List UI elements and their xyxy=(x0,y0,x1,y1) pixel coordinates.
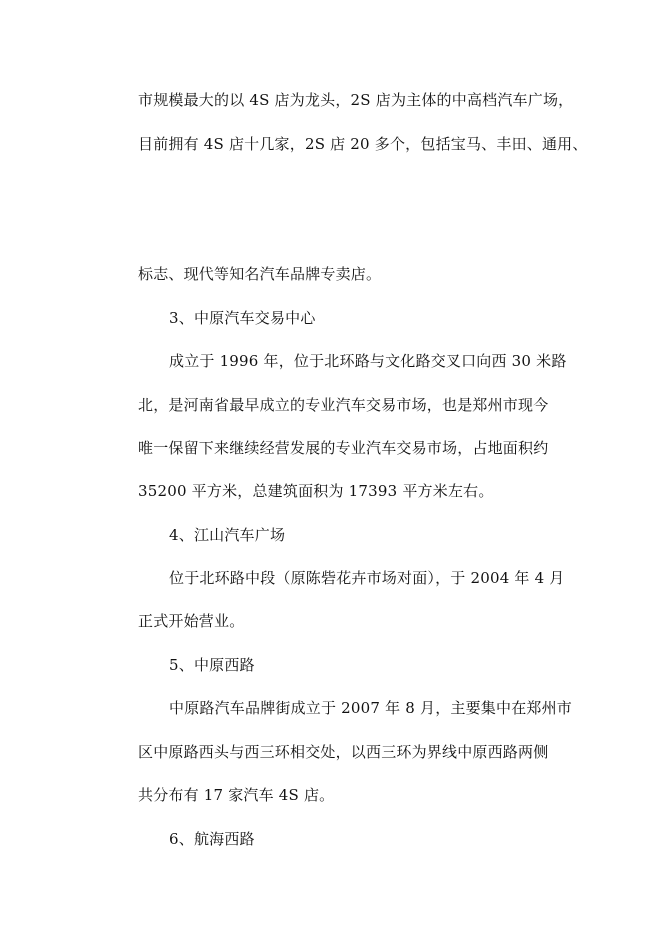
paragraph-line: 北，是河南省最早成立的专业汽车交易市场，也是郑州市现今 xyxy=(138,396,549,414)
section-heading: 6、航海西路 xyxy=(169,830,255,848)
paragraph-line: 成立于 1996 年，位于北环路与文化路交叉口向西 30 米路 xyxy=(169,352,567,370)
paragraph-line: 中原路汽车品牌街成立于 2007 年 8 月，主要集中在郑州市 xyxy=(169,699,572,717)
paragraph-line: 唯一保留下来继续经营发展的专业汽车交易市场，占地面积约 xyxy=(138,439,549,457)
paragraph-line: 35200 平方米，总建筑面积为 17393 平方米左右。 xyxy=(138,482,494,500)
paragraph-line: 目前拥有 4S 店十几家，2S 店 20 多个，包括宝马、丰田、通用、 xyxy=(138,135,588,153)
paragraph-line: 区中原路西头与西三环相交处，以西三环为界线中原西路两侧 xyxy=(138,743,549,761)
section-heading: 3、中原汽车交易中心 xyxy=(169,309,316,327)
paragraph-line: 共分布有 17 家汽车 4S 店。 xyxy=(138,786,335,804)
paragraph-line: 标志、现代等知名汽车品牌专卖店。 xyxy=(138,265,382,283)
paragraph-line: 市规模最大的以 4S 店为龙头，2S 店为主体的中高档汽车广场， xyxy=(138,91,574,109)
paragraph-line: 正式开始营业。 xyxy=(138,612,245,630)
section-heading: 5、中原西路 xyxy=(169,656,255,674)
paragraph-line: 位于北环路中段（原陈砦花卉市场对面），于 2004 年 4 月 xyxy=(169,569,565,587)
section-heading: 4、江山汽车广场 xyxy=(169,526,286,544)
